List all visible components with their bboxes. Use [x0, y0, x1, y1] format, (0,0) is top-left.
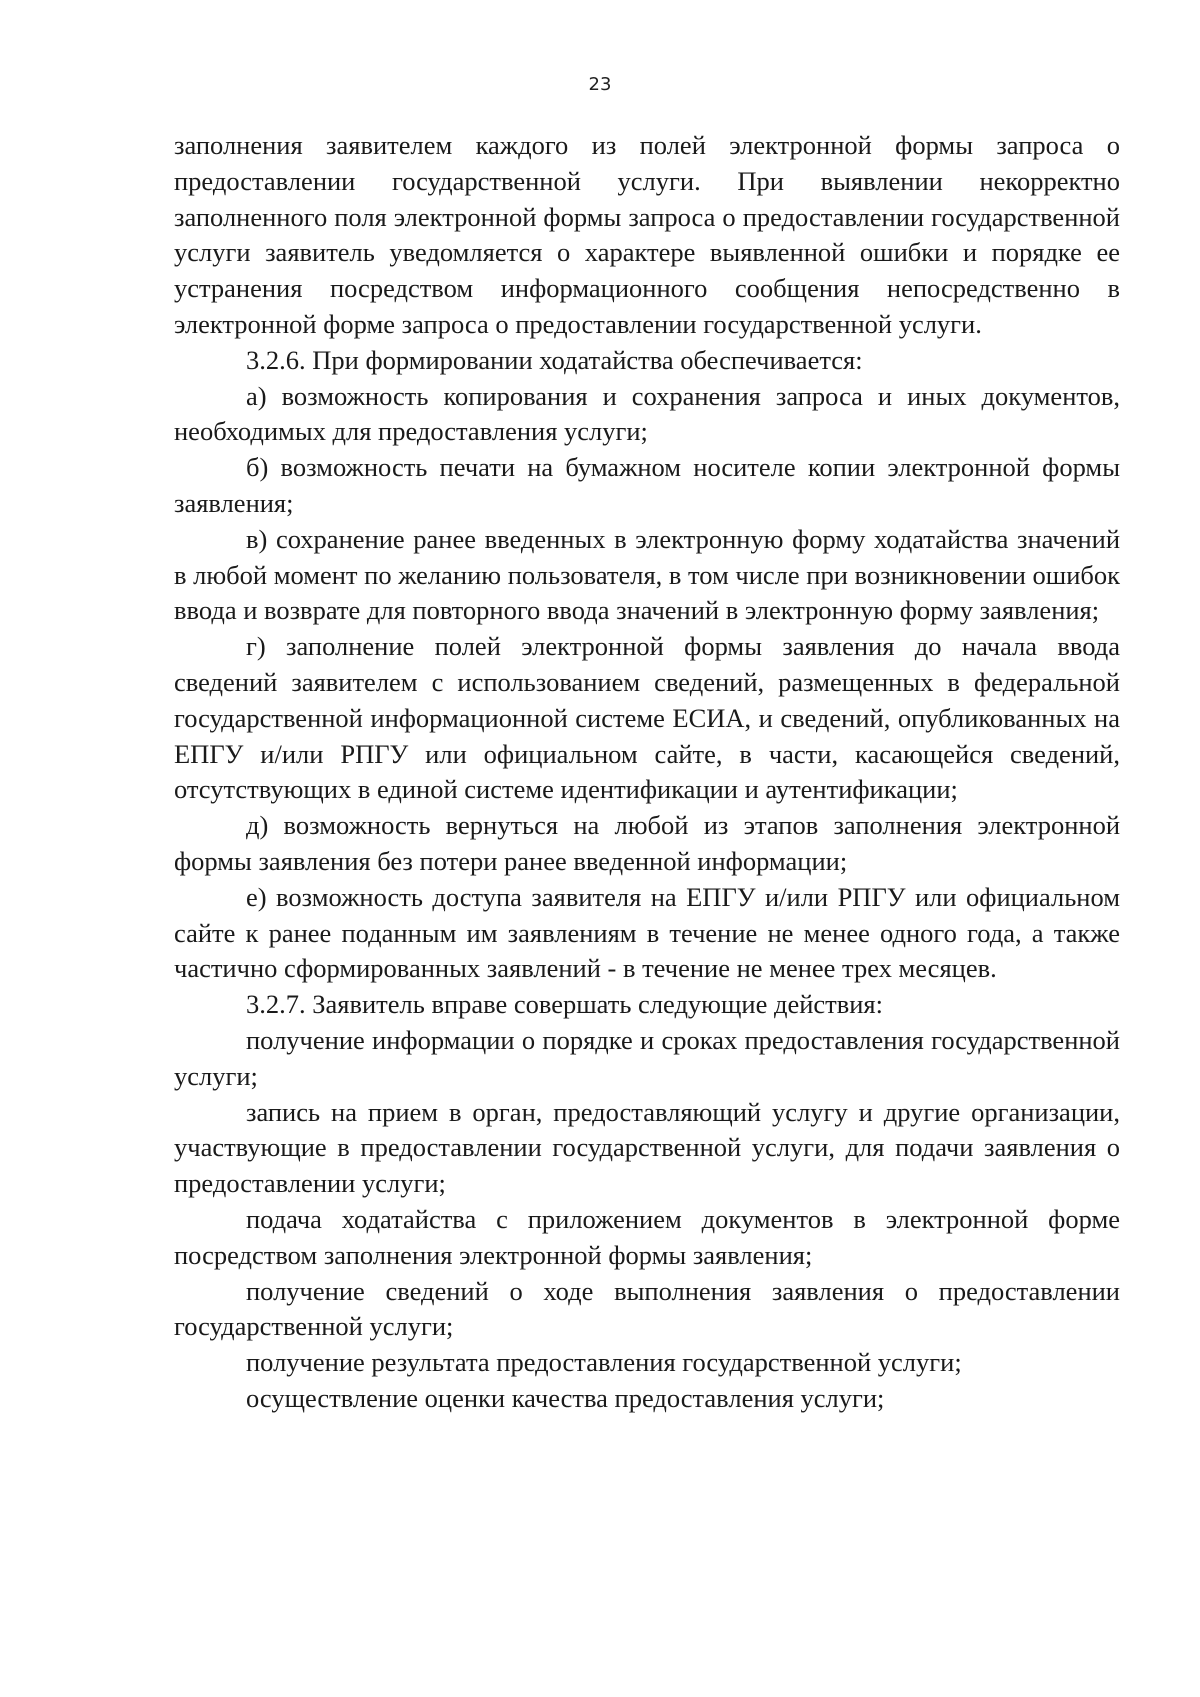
paragraph-item-a: а) возможность копирования и сохранения запроса и иных документов, необходимых для предоставления услуги;: [174, 380, 1120, 447]
paragraph-continuation: заполнения заявителем каждого из полей электронной формы запроса о предоставлении государственной услуги. При выявлении некорректно заполненного поля электронной формы запроса о предоставлении государственной услуги заявитель уведомляется о характере выявленной ошибки и порядке ее устранения посредством информационного сообщения непосредственно в электронной форме запроса о предоставлении государственной услуги.: [174, 130, 1120, 339]
page-number: 23: [588, 74, 612, 95]
paragraph-action-status: получение сведений о ходе выполнения заявления о предоставлении государственной услуги;: [174, 1275, 1120, 1342]
paragraph-item-e: е) возможность доступа заявителя на ЕПГУ и/или РПГУ или официальном сайте к ранее поданным им заявлениям в течение не менее одного года, а также частично сформированных заявлений - в течение не менее трех месяцев.: [174, 881, 1120, 984]
paragraph-action-rating: осуществление оценки качества предоставления услуги;: [246, 1382, 885, 1413]
paragraph-item-g: г) заполнение полей электронной формы заявления до начала ввода сведений заявителем с использованием сведений, размещенных в федеральной государственной информационной системе ЕСИА, и сведений, опубликованных на ЕПГУ и/или РПГУ или официальном сайте, в части, касающейся сведений, отсутствующих в единой системе идентификации и аутентификации;: [174, 631, 1120, 805]
paragraph-action-submit: подача ходатайства с приложением документов в электронной форме посредством заполнения электронной формы заявления;: [174, 1203, 1120, 1270]
paragraph-item-v: в) сохранение ранее введенных в электронную форму ходатайства значений в любой момент по желанию пользователя, в том числе при возникновении ошибок ввода и возврате для повторного ввода значений в электронную форму заявления;: [174, 523, 1120, 626]
paragraph-section-3-2-6: 3.2.6. При формировании ходатайства обеспечивается:: [246, 344, 863, 375]
paragraph-item-d: д) возможность вернуться на любой из этапов заполнения электронной формы заявления без потери ранее введенной информации;: [174, 810, 1120, 876]
paragraph-item-b: б) возможность печати на бумажном носителе копии электронной формы заявления;: [174, 452, 1120, 518]
paragraph-action-result: получение результата предоставления государственной услуги;: [246, 1347, 962, 1378]
paragraph-action-info: получение информации о порядке и сроках предоставления государственной услуги;: [174, 1024, 1120, 1091]
document-body: [174, 128, 1120, 1417]
paragraph-action-appointment: запись на прием в орган, предоставляющий услугу и другие организации, участвующие в предоставлении государственной услуги, для подачи заявления о предоставлении услуги;: [174, 1096, 1120, 1199]
paragraph-section-3-2-7: 3.2.7. Заявитель вправе совершать следующие действия:: [246, 989, 883, 1020]
